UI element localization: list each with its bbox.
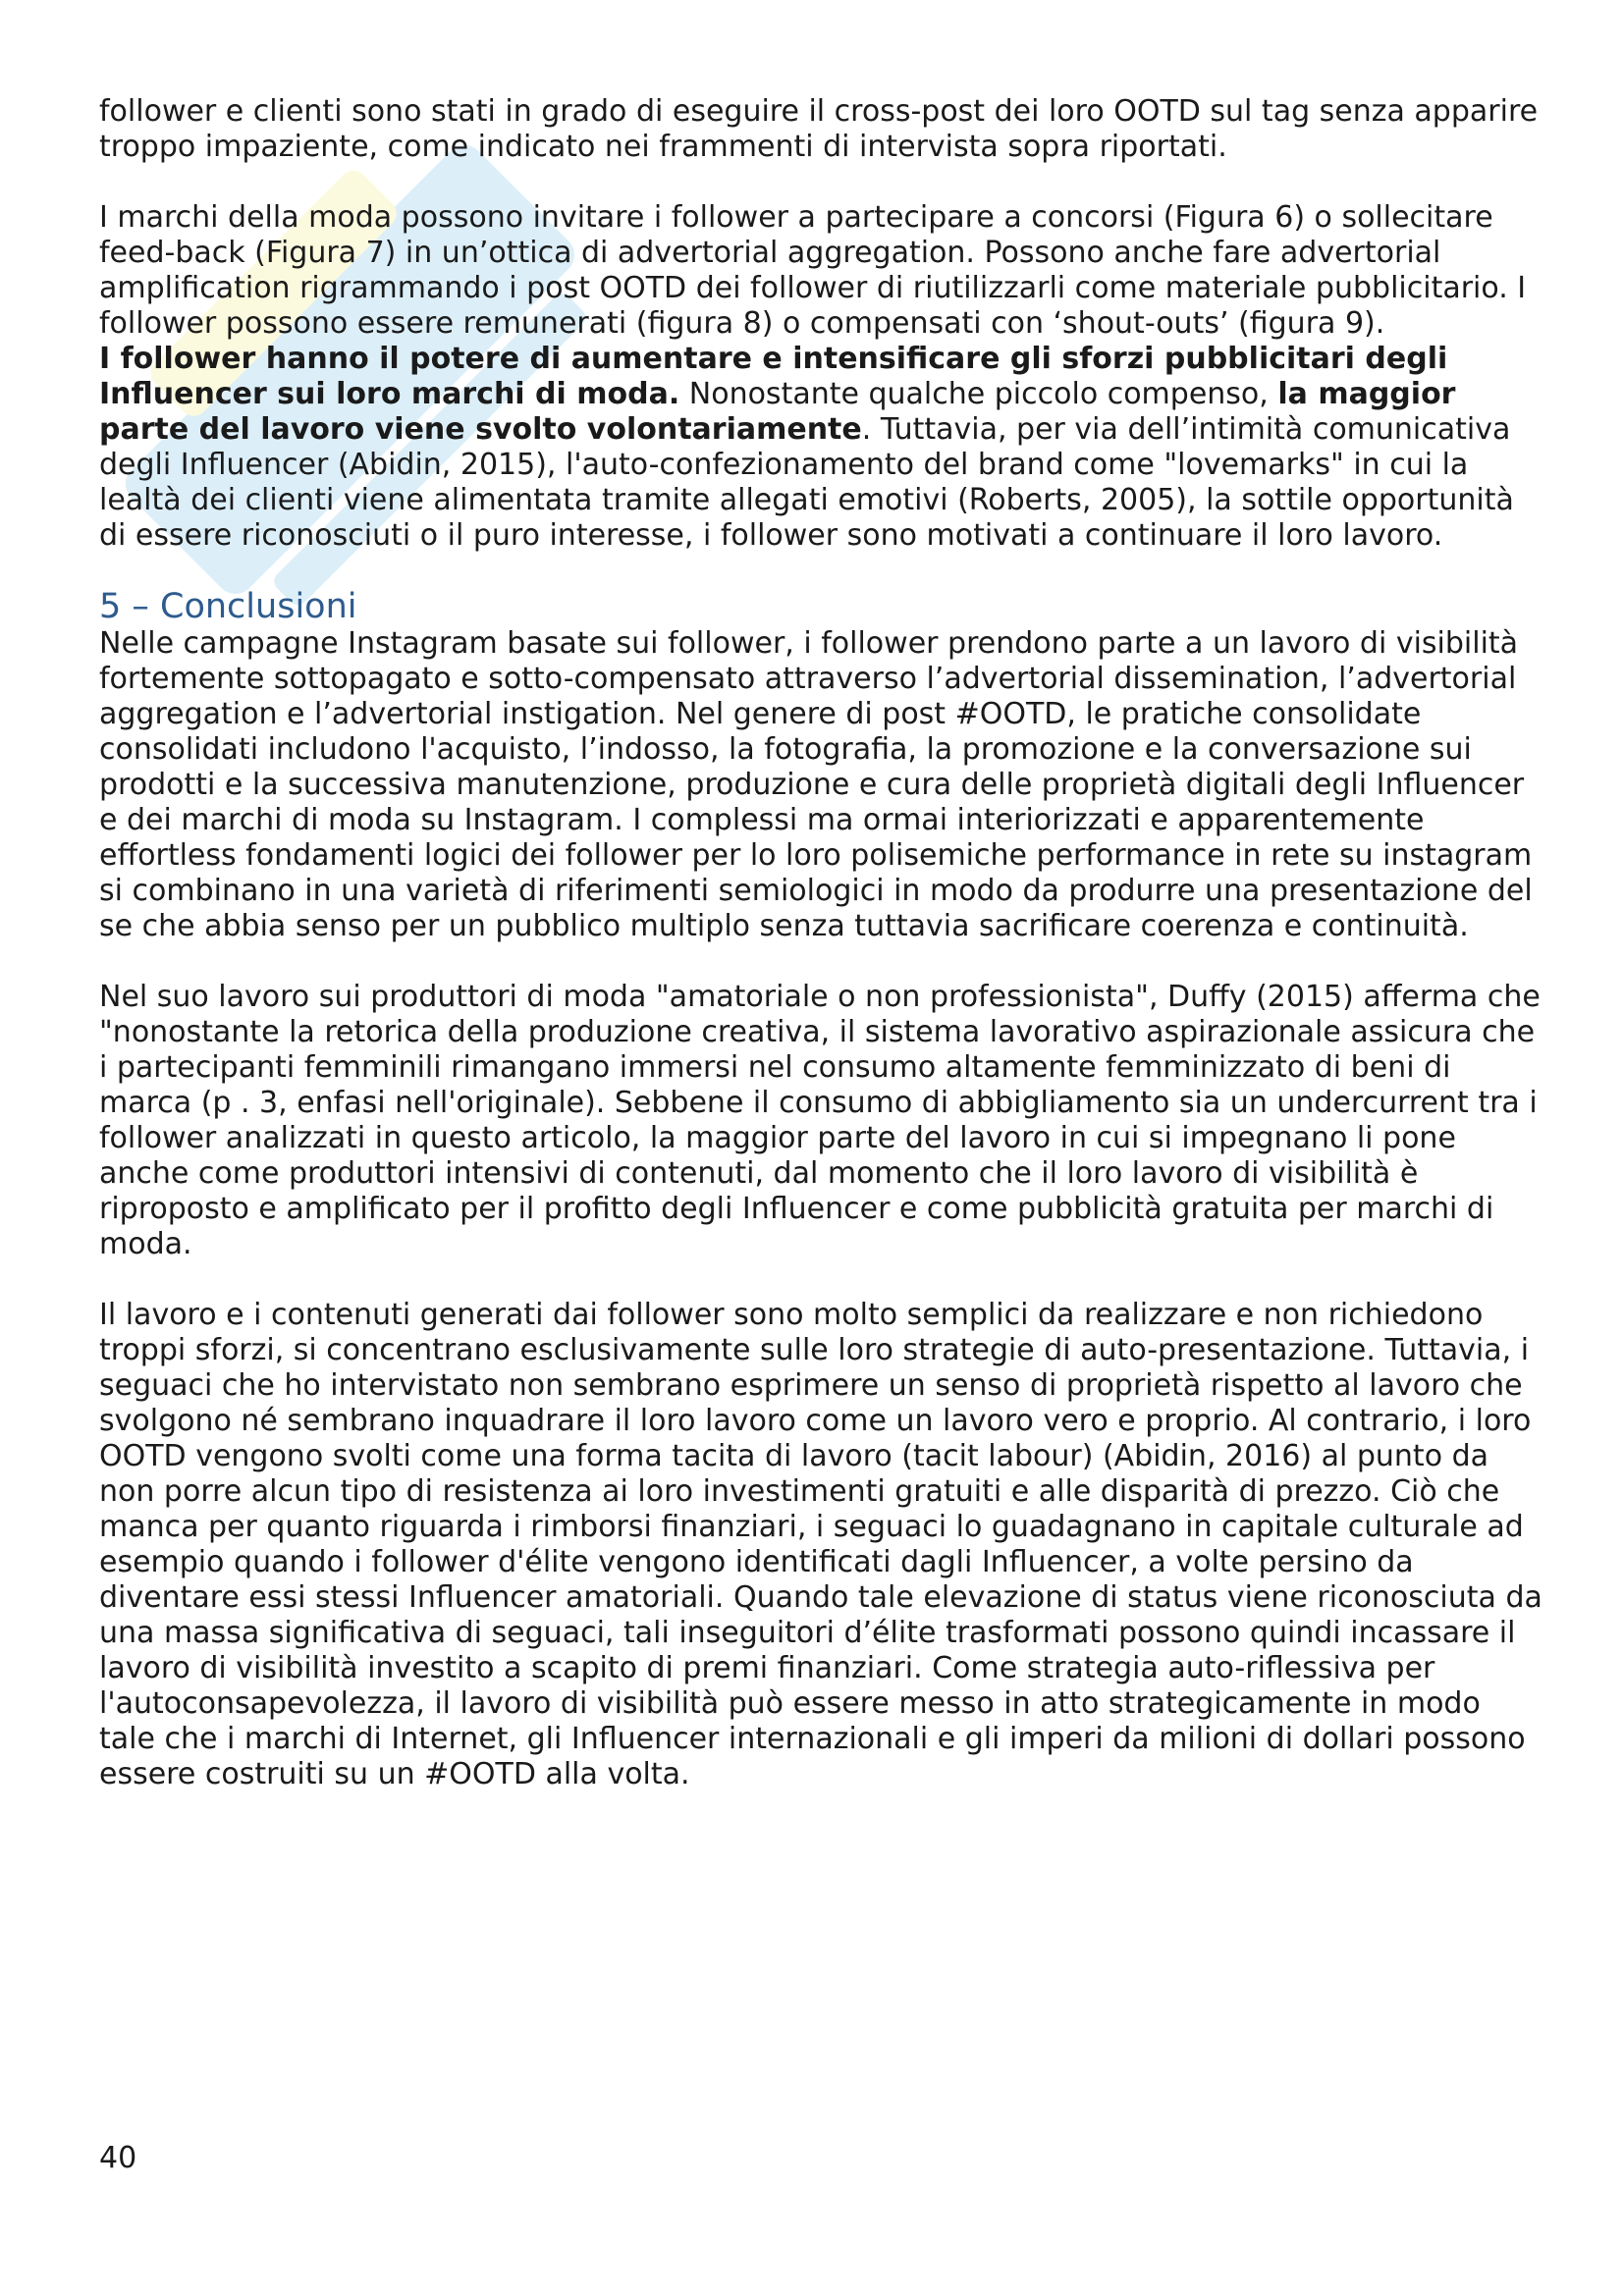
paragraph-conclusions-2: Nel suo lavoro sui produttori di moda "amatoriale o non professionista", Duffy (2015) afferma che "nonostante la retorica della produzione creativa, il sistema lavorativo aspirazionale assicura che i partecipanti femminili rimangano immersi nel consumo altamente femminizzato di beni di marca (p . 3, enfasi nell'originale). Sebbene il consumo di abbigliamento sia un undercurrent tra i follower analizzati in questo articolo, la maggior parte del lavoro in cui si impegnano li pone anche come produttori intensivi di contenuti, dal momento che il loro lavoro di visibilità è riproposto e amplificato per il profitto degli Influencer e come pubblicità gratuita per marchi di moda. (99, 980, 1541, 1261)
bold-followers-power: I follower hanno il potere di aumentare e intensificare gli sforzi pubblicitari degli Influencer sui loro marchi di moda. (99, 342, 1448, 411)
paragraph-gap (99, 165, 1542, 200)
page-number: 40 (99, 2141, 137, 2175)
paragraph-followers-power (99, 342, 1542, 554)
paragraph-gap (99, 1262, 1542, 1298)
bold-volunteer-work: la maggior parte del lavoro viene svolto volontariamente (99, 377, 1456, 447)
paragraph-brands: I marchi della moda possono invitare i follower a partecipare a concorsi (Figura 6) o sollecitare feed-back (Figura 7) in un’ottica di advertorial aggregation. Possono anche fare advertorial amplification rigrammando i post OOTD dei follower di riutilizzarli come materiale pubblicitario. I follower possono essere remunerati (figura 8) o compensati con ‘shout-outs’ (figura 9). (99, 200, 1527, 341)
paragraph-conclusions-3: Il lavoro e i contenuti generati dai follower sono molto semplici da realizzare e non richiedono troppi sforzi, si concentrano esclusivamente sulle loro strategie di auto-presentazione. Tuttavia, i seguaci che ho intervistato non sembrano esprimere un senso di proprietà rispetto al lavoro che svolgono né sembrano inquadrare il loro lavoro come un lavoro vero e proprio. Al contrario, i loro OOTD vengono svolti come una forma tacita di lavoro (tacit labour) (Abidin, 2016) al punto da non porre alcun tipo di resistenza ai loro investimenti gratuiti e alle disparità di prezzo. Ciò che manca per quanto riguarda i rimborsi finanziari, i seguaci lo guadagnano in capitale culturale ad esempio quando i follower d'élite vengono identificati dagli Influencer, a volte persino da diventare essi stessi Influencer amatoriali. Quando tale elevazione di status viene riconosciuta da una massa significativa di seguaci, tali inseguitori d’élite trasformati possono quindi incassare il lavoro di visibilità investito a scapito di premi finanziari. Come strategia auto-riflessiva per l'autoconsapevolezza, il lavoro di visibilità può essere messo in atto strategicamente in modo tale che i marchi di Internet, gli Influencer internazionali e gli imperi da milioni di dollari possono essere costruiti su un #OOTD alla volta. (99, 1298, 1542, 1791)
text-motivation: . Tuttavia, per via dell’intimità comunicativa degli Influencer (Abidin, 2015), l'auto-confezionamento del brand come "lovemarks" in cui la lealtà dei clienti viene alimentata tramite allegati emotivi (Roberts, 2005), la sottile opportunità di essere riconosciuti o il puro interesse, i follower sono motivati a continuare il loro lavoro. (99, 412, 1514, 553)
text-compensation: Nonostante qualche piccolo compenso, (679, 377, 1278, 411)
paragraph-intro: follower e clienti sono stati in grado di eseguire il cross-post dei loro OOTD sul tag senza apparire troppo impaziente, come indicato nei frammenti di intervista sopra riportati. (99, 94, 1539, 164)
paragraph-gap (99, 944, 1542, 980)
paragraph-conclusions-1: Nelle campagne Instagram basate sui follower, i follower prendono parte a un lavoro di visibilità fortemente sottopagato e sotto-compensato attraverso l’advertorial dissemination, l’advertorial aggregation e l’advertorial instigation. Nel genere di post #OOTD, le pratiche consolidate consolidati includono l'acquisto, l’indosso, la fotografia, la promozione e la conversazione sui prodotti e la successiva manutenzione, produzione e cura delle proprietà digitali degli Influencer e dei marchi di moda su Instagram. I complessi ma ormai interiorizzati e apparentemente effortless fondamenti logici dei follower per lo loro polisemiche performance in rete su instagram si combinano in una varietà di riferimenti semiologici in modo da produrre una presentazione del se che abbia senso per un pubblico multiplo senza tuttavia sacrificare coerenza e continuità. (99, 626, 1533, 943)
document-body (99, 94, 1542, 1792)
section-heading-conclusions: 5 – Conclusioni (99, 587, 357, 626)
